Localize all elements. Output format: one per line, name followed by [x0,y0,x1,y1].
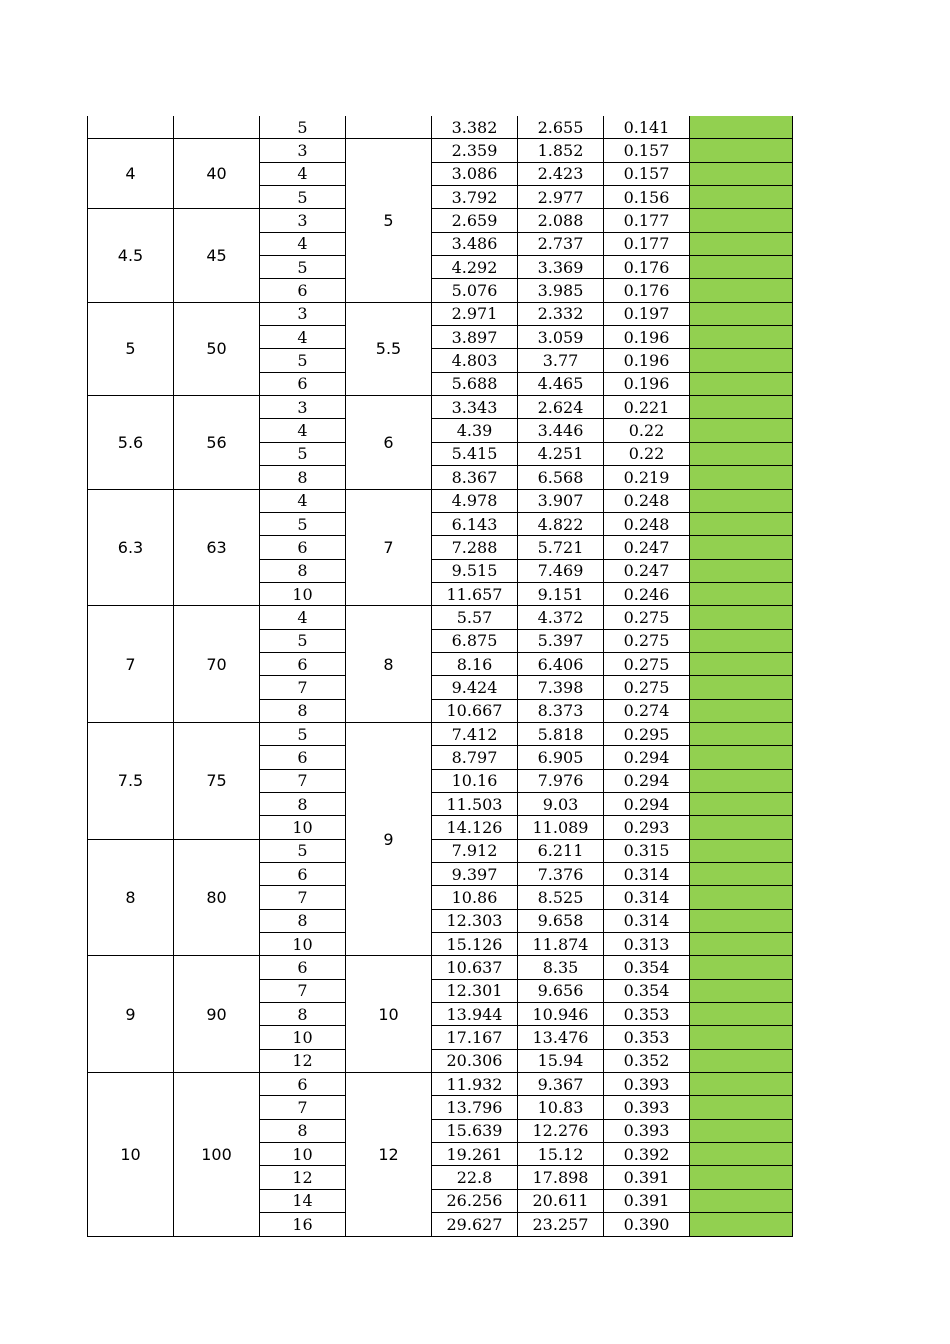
weight-cell: 11.874 [518,933,604,956]
highlight-cell [690,1143,793,1166]
size-label-cell: 7.5 [88,722,174,839]
thickness-cell: 10 [260,1143,346,1166]
surface-cell: 0.275 [604,652,690,675]
area-cell: 10.637 [432,956,518,979]
table-row [88,396,793,419]
highlight-cell [690,1026,793,1049]
width-cell: 40 [174,139,260,209]
area-cell: 5.57 [432,606,518,629]
thickness-cell: 4 [260,489,346,512]
angle-steel-table-page [87,116,792,1234]
weight-cell: 9.367 [518,1073,604,1096]
weight-cell: 17.898 [518,1166,604,1189]
area-cell: 20.306 [432,1049,518,1072]
weight-cell: 2.088 [518,209,604,232]
size-label-cell: 4.5 [88,209,174,302]
highlight-cell [690,512,793,535]
weight-cell: 1.852 [518,139,604,162]
surface-cell: 0.221 [604,396,690,419]
size-label-cell: 5.6 [88,396,174,489]
area-cell: 11.503 [432,792,518,815]
radius-cell: 8 [346,606,432,723]
weight-cell: 23.257 [518,1213,604,1236]
highlight-cell [690,442,793,465]
highlight-cell [690,816,793,839]
surface-cell: 0.353 [604,1026,690,1049]
area-cell: 3.086 [432,162,518,185]
highlight-cell [690,162,793,185]
thickness-cell: 4 [260,232,346,255]
weight-cell: 10.946 [518,1003,604,1026]
highlight-cell [690,1166,793,1189]
thickness-cell: 7 [260,979,346,1002]
area-cell: 10.667 [432,699,518,722]
thickness-cell: 8 [260,792,346,815]
thickness-cell: 3 [260,302,346,325]
table-row [88,722,793,745]
thickness-cell: 5 [260,722,346,745]
surface-cell: 0.22 [604,442,690,465]
area-cell: 10.16 [432,769,518,792]
size-label-cell: 6.3 [88,489,174,606]
area-cell: 29.627 [432,1213,518,1236]
size-label-cell: 10 [88,1073,174,1236]
width-cell [174,116,260,139]
surface-cell: 0.315 [604,839,690,862]
highlight-cell [690,792,793,815]
area-cell: 13.944 [432,1003,518,1026]
highlight-cell [690,1213,793,1236]
highlight-cell [690,396,793,419]
thickness-cell: 4 [260,606,346,629]
highlight-cell [690,326,793,349]
thickness-cell: 6 [260,536,346,559]
surface-cell: 0.275 [604,676,690,699]
thickness-cell: 4 [260,162,346,185]
thickness-cell: 14 [260,1189,346,1212]
surface-cell: 0.294 [604,769,690,792]
area-cell: 4.978 [432,489,518,512]
weight-cell: 5.397 [518,629,604,652]
weight-cell: 3.446 [518,419,604,442]
highlight-cell [690,769,793,792]
width-cell: 63 [174,489,260,606]
width-cell: 75 [174,722,260,839]
weight-cell: 15.94 [518,1049,604,1072]
table-row [88,606,793,629]
weight-cell: 3.907 [518,489,604,512]
highlight-cell [690,232,793,255]
area-cell: 17.167 [432,1026,518,1049]
weight-cell: 13.476 [518,1026,604,1049]
surface-cell: 0.354 [604,979,690,1002]
radius-cell: 5 [346,139,432,302]
thickness-cell: 6 [260,746,346,769]
surface-cell: 0.247 [604,536,690,559]
thickness-cell: 5 [260,629,346,652]
weight-cell: 8.35 [518,956,604,979]
highlight-cell [690,699,793,722]
surface-cell: 0.352 [604,1049,690,1072]
surface-cell: 0.393 [604,1096,690,1119]
surface-cell: 0.219 [604,466,690,489]
highlight-cell [690,302,793,325]
area-cell: 9.424 [432,676,518,699]
surface-cell: 0.391 [604,1166,690,1189]
area-cell: 22.8 [432,1166,518,1189]
highlight-cell [690,536,793,559]
weight-cell: 7.376 [518,863,604,886]
area-cell: 8.16 [432,652,518,675]
thickness-cell: 8 [260,466,346,489]
weight-cell: 2.737 [518,232,604,255]
area-cell: 8.367 [432,466,518,489]
thickness-cell: 3 [260,139,346,162]
table-row [88,139,793,162]
weight-cell: 2.977 [518,186,604,209]
surface-cell: 0.393 [604,1073,690,1096]
weight-cell: 6.406 [518,652,604,675]
area-cell: 5.688 [432,372,518,395]
weight-cell: 8.525 [518,886,604,909]
surface-cell: 0.196 [604,372,690,395]
surface-cell: 0.275 [604,606,690,629]
width-cell: 90 [174,956,260,1073]
weight-cell: 2.423 [518,162,604,185]
surface-cell: 0.274 [604,699,690,722]
area-cell: 4.803 [432,349,518,372]
area-cell: 3.486 [432,232,518,255]
table-row [88,1073,793,1096]
table-row [88,209,793,232]
width-cell: 70 [174,606,260,723]
thickness-cell: 7 [260,676,346,699]
area-cell: 9.397 [432,863,518,886]
size-label-cell: 5 [88,302,174,395]
surface-cell: 0.156 [604,186,690,209]
weight-cell: 4.372 [518,606,604,629]
thickness-cell: 5 [260,839,346,862]
thickness-cell: 3 [260,209,346,232]
surface-cell: 0.392 [604,1143,690,1166]
weight-cell: 6.568 [518,466,604,489]
surface-cell: 0.157 [604,139,690,162]
thickness-cell: 4 [260,419,346,442]
surface-cell: 0.197 [604,302,690,325]
area-cell: 5.415 [432,442,518,465]
table-row [88,956,793,979]
surface-cell: 0.248 [604,489,690,512]
highlight-cell [690,676,793,699]
weight-cell: 7.469 [518,559,604,582]
surface-cell: 0.176 [604,256,690,279]
surface-cell: 0.176 [604,279,690,302]
size-label-cell: 7 [88,606,174,723]
weight-cell: 15.12 [518,1143,604,1166]
area-cell: 3.792 [432,186,518,209]
weight-cell: 6.211 [518,839,604,862]
area-cell: 10.86 [432,886,518,909]
radius-cell: 12 [346,1073,432,1236]
surface-cell: 0.196 [604,326,690,349]
highlight-cell [690,1119,793,1142]
area-cell: 19.261 [432,1143,518,1166]
weight-cell: 10.83 [518,1096,604,1119]
highlight-cell [690,139,793,162]
area-cell: 11.657 [432,582,518,605]
thickness-cell: 3 [260,396,346,419]
highlight-cell [690,629,793,652]
thickness-cell: 10 [260,582,346,605]
highlight-cell [690,419,793,442]
table-row [88,116,793,139]
surface-cell: 0.177 [604,209,690,232]
highlight-cell [690,839,793,862]
surface-cell: 0.313 [604,933,690,956]
weight-cell: 5.818 [518,722,604,745]
highlight-cell [690,722,793,745]
area-cell: 8.797 [432,746,518,769]
thickness-cell: 5 [260,186,346,209]
thickness-cell: 8 [260,1003,346,1026]
area-cell: 15.126 [432,933,518,956]
thickness-cell: 5 [260,116,346,139]
highlight-cell [690,1073,793,1096]
area-cell: 6.875 [432,629,518,652]
highlight-cell [690,979,793,1002]
weight-cell: 6.905 [518,746,604,769]
weight-cell: 4.822 [518,512,604,535]
area-cell: 26.256 [432,1189,518,1212]
area-cell: 7.912 [432,839,518,862]
table-row [88,839,793,862]
thickness-cell: 7 [260,769,346,792]
thickness-cell: 8 [260,699,346,722]
size-label-cell [88,116,174,139]
highlight-cell [690,1189,793,1212]
area-cell: 3.382 [432,116,518,139]
surface-cell: 0.294 [604,792,690,815]
weight-cell: 4.465 [518,372,604,395]
surface-cell: 0.295 [604,722,690,745]
area-cell: 2.359 [432,139,518,162]
weight-cell: 3.059 [518,326,604,349]
area-cell: 4.39 [432,419,518,442]
surface-cell: 0.275 [604,629,690,652]
highlight-cell [690,886,793,909]
thickness-cell: 6 [260,956,346,979]
weight-cell: 2.655 [518,116,604,139]
weight-cell: 3.369 [518,256,604,279]
thickness-cell: 10 [260,816,346,839]
weight-cell: 9.151 [518,582,604,605]
highlight-cell [690,209,793,232]
highlight-cell [690,956,793,979]
thickness-cell: 6 [260,1073,346,1096]
weight-cell: 2.332 [518,302,604,325]
thickness-cell: 6 [260,372,346,395]
highlight-cell [690,466,793,489]
thickness-cell: 8 [260,909,346,932]
highlight-cell [690,606,793,629]
thickness-cell: 5 [260,349,346,372]
thickness-cell: 6 [260,863,346,886]
highlight-cell [690,863,793,886]
thickness-cell: 4 [260,326,346,349]
surface-cell: 0.196 [604,349,690,372]
weight-cell: 9.658 [518,909,604,932]
thickness-cell: 7 [260,1096,346,1119]
weight-cell: 7.976 [518,769,604,792]
highlight-cell [690,372,793,395]
area-cell: 2.971 [432,302,518,325]
area-cell: 12.301 [432,979,518,1002]
weight-cell: 9.03 [518,792,604,815]
width-cell: 45 [174,209,260,302]
weight-cell: 3.77 [518,349,604,372]
highlight-cell [690,1003,793,1026]
thickness-cell: 12 [260,1166,346,1189]
table-row [88,302,793,325]
thickness-cell: 6 [260,279,346,302]
area-cell: 4.292 [432,256,518,279]
weight-cell: 4.251 [518,442,604,465]
width-cell: 50 [174,302,260,395]
spec-table-body [88,116,793,1236]
size-label-cell: 8 [88,839,174,956]
area-cell: 9.515 [432,559,518,582]
surface-cell: 0.246 [604,582,690,605]
surface-cell: 0.22 [604,419,690,442]
weight-cell: 20.611 [518,1189,604,1212]
radius-cell [346,116,432,139]
width-cell: 100 [174,1073,260,1236]
highlight-cell [690,116,793,139]
surface-cell: 0.293 [604,816,690,839]
highlight-cell [690,279,793,302]
highlight-cell [690,349,793,372]
weight-cell: 2.624 [518,396,604,419]
surface-cell: 0.177 [604,232,690,255]
weight-cell: 11.089 [518,816,604,839]
highlight-cell [690,489,793,512]
highlight-cell [690,1049,793,1072]
highlight-cell [690,746,793,769]
radius-cell: 7 [346,489,432,606]
radius-cell: 6 [346,396,432,489]
radius-cell: 9 [346,722,432,955]
surface-cell: 0.294 [604,746,690,769]
weight-cell: 7.398 [518,676,604,699]
surface-cell: 0.141 [604,116,690,139]
thickness-cell: 12 [260,1049,346,1072]
area-cell: 14.126 [432,816,518,839]
area-cell: 3.897 [432,326,518,349]
area-cell: 7.412 [432,722,518,745]
area-cell: 3.343 [432,396,518,419]
width-cell: 56 [174,396,260,489]
area-cell: 15.639 [432,1119,518,1142]
area-cell: 6.143 [432,512,518,535]
thickness-cell: 10 [260,933,346,956]
surface-cell: 0.393 [604,1119,690,1142]
size-label-cell: 9 [88,956,174,1073]
highlight-cell [690,652,793,675]
width-cell: 80 [174,839,260,956]
area-cell: 11.932 [432,1073,518,1096]
surface-cell: 0.314 [604,886,690,909]
surface-cell: 0.314 [604,863,690,886]
thickness-cell: 7 [260,886,346,909]
thickness-cell: 6 [260,652,346,675]
highlight-cell [690,933,793,956]
surface-cell: 0.354 [604,956,690,979]
highlight-cell [690,1096,793,1119]
surface-cell: 0.391 [604,1189,690,1212]
area-cell: 13.796 [432,1096,518,1119]
spec-table [87,116,793,1237]
table-row [88,489,793,512]
surface-cell: 0.247 [604,559,690,582]
size-label-cell: 4 [88,139,174,209]
thickness-cell: 5 [260,256,346,279]
weight-cell: 8.373 [518,699,604,722]
radius-cell: 10 [346,956,432,1073]
weight-cell: 5.721 [518,536,604,559]
weight-cell: 9.656 [518,979,604,1002]
weight-cell: 3.985 [518,279,604,302]
surface-cell: 0.157 [604,162,690,185]
surface-cell: 0.390 [604,1213,690,1236]
surface-cell: 0.353 [604,1003,690,1026]
area-cell: 12.303 [432,909,518,932]
highlight-cell [690,559,793,582]
area-cell: 5.076 [432,279,518,302]
area-cell: 2.659 [432,209,518,232]
radius-cell: 5.5 [346,302,432,395]
thickness-cell: 16 [260,1213,346,1236]
area-cell: 7.288 [432,536,518,559]
highlight-cell [690,186,793,209]
highlight-cell [690,909,793,932]
surface-cell: 0.248 [604,512,690,535]
highlight-cell [690,582,793,605]
thickness-cell: 5 [260,442,346,465]
weight-cell: 12.276 [518,1119,604,1142]
thickness-cell: 10 [260,1026,346,1049]
thickness-cell: 8 [260,1119,346,1142]
thickness-cell: 8 [260,559,346,582]
highlight-cell [690,256,793,279]
surface-cell: 0.314 [604,909,690,932]
thickness-cell: 5 [260,512,346,535]
